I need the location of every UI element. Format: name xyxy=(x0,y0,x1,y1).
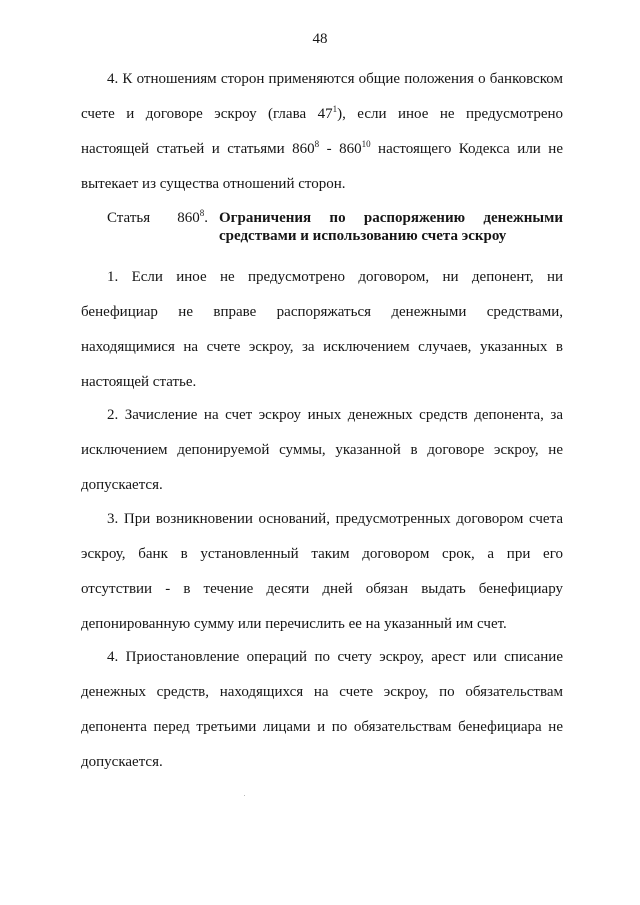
paragraph-line: бенефициар не вправе распоряжаться денежными средствами, xyxy=(81,304,563,320)
paragraph-line: отсутствии - в течение десяти дней обязан выдать бенефициару xyxy=(81,581,563,597)
paragraph-line: допускается. xyxy=(81,754,163,770)
paragraph-line: денежных средств, находящихся на счете эскроу, по обязательствам xyxy=(81,684,563,700)
article-title: Ограничения по распоряжению денежными xyxy=(219,210,563,226)
paragraph-line: находящимися на счете эскроу, за исключением случаев, указанных в xyxy=(81,339,563,355)
superscript: 8 xyxy=(314,139,320,149)
scan-dot xyxy=(244,795,245,796)
paragraph-line: 3. При возникновении оснований, предусмотренных договором счета xyxy=(107,511,563,527)
paragraph-line: счете и договоре эскроу (глава $47^1$), если иное не предусмотрено xyxy=(81,104,563,122)
paragraph-line: 1. Если иное не предусмотрено договором, ни депонент, ни xyxy=(107,269,563,285)
paragraph-line: 4. К отношениям сторон применяются общие положения о банковском xyxy=(107,71,563,87)
paragraph-line: настоящей статье. xyxy=(81,374,197,390)
paragraph-line: 4. Приостановление операций по счету эскроу, арест или списание xyxy=(107,649,563,665)
paragraph-line: исключением депонируемой суммы, указанной в договоре эскроу, не xyxy=(81,442,563,458)
paragraph-line: эскроу, банк в установленный таким договором срок, а при его xyxy=(81,546,563,562)
paragraph-line: депонента перед третьими лицами и по обязательствам бенефициара не xyxy=(81,719,563,735)
superscript: 1 xyxy=(332,104,338,114)
paragraph-line: настоящей статьей и статьями $860^8 - 860^{10}$ настоящего Кодекса или не xyxy=(81,139,563,157)
paragraph-line: 2. Зачисление на счет эскроу иных денежных средств депонента, за xyxy=(107,407,563,423)
page-number: 48 xyxy=(312,31,328,47)
article-title: средствами и использованию счета эскроу xyxy=(219,228,507,244)
article-label: Статья $860^8$. xyxy=(107,208,208,226)
superscript: 8 xyxy=(199,208,205,218)
paragraph-line: вытекает из существа отношений сторон. xyxy=(81,176,346,192)
paragraph-line: депонированную сумму или перечислить ее на указанный им счет. xyxy=(81,616,507,632)
paragraph-line: допускается. xyxy=(81,477,163,493)
superscript: 10 xyxy=(361,139,371,149)
